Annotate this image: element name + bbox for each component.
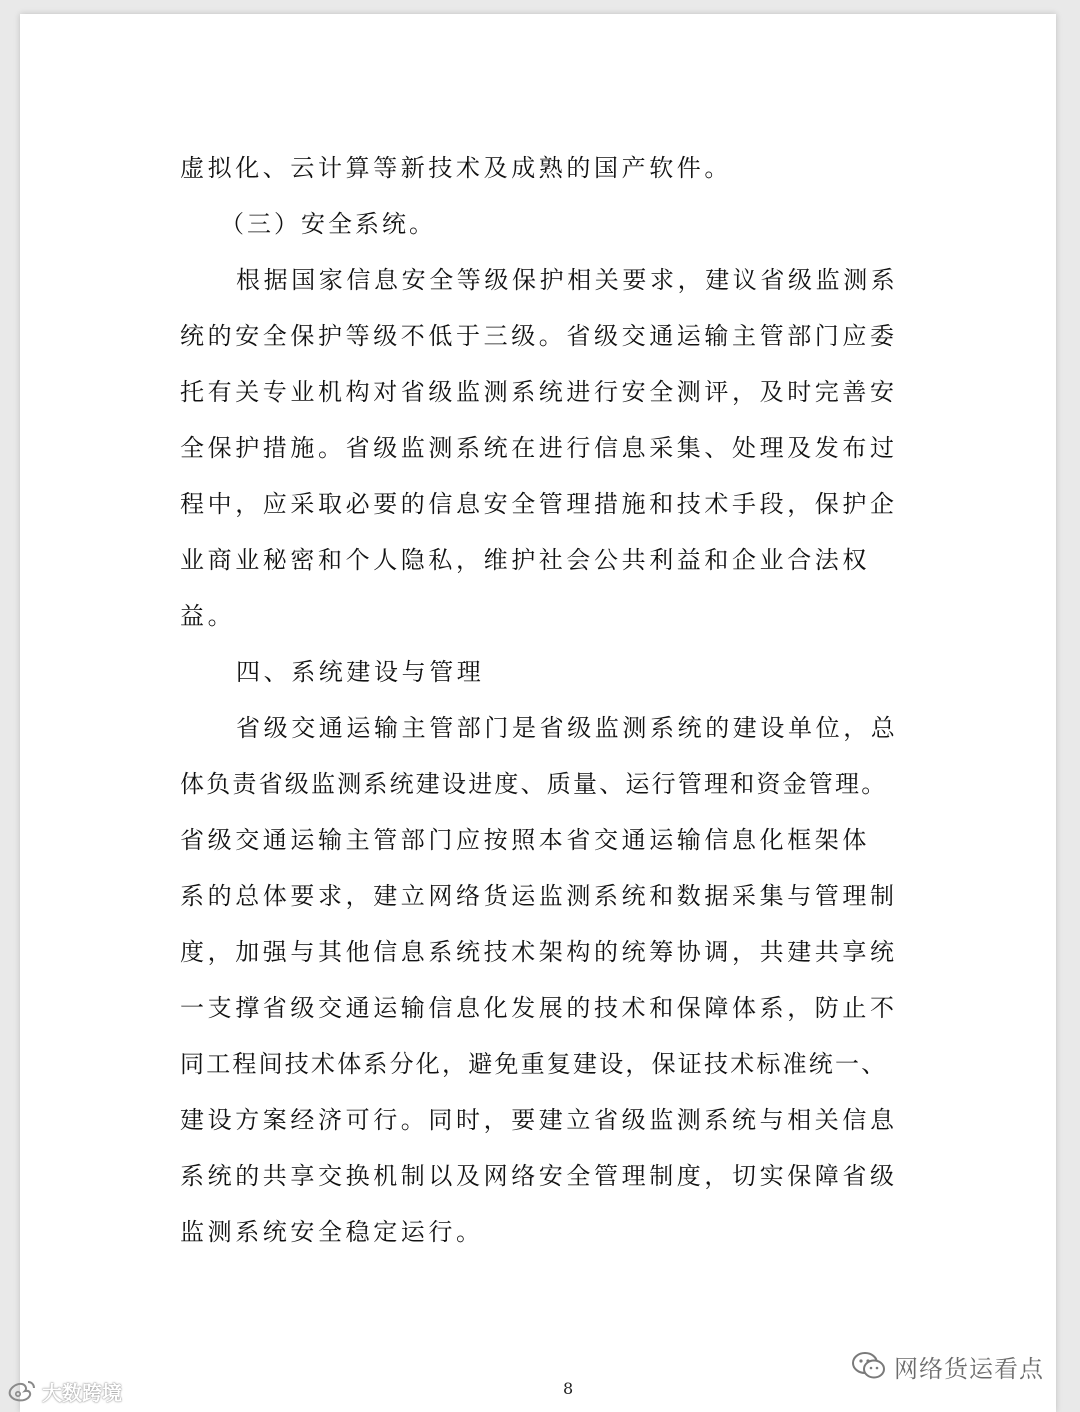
text-line: 程中，应采取必要的信息安全管理措施和技术手段，保护企 [180,490,898,518]
text-line: 系的总体要求，建立网络货运监测系统和数据采集与管理制 [180,882,898,910]
document-body [180,140,910,1260]
text-line: 体负责省级监测系统建设进度、质量、运行管理和资金管理。 [180,770,888,798]
text-line: 省级交通运输主管部门应按照本省交通运输信息化框架体 [180,826,870,854]
text-line: 统的安全保护等级不低于三级。省级交通运输主管部门应委 [180,322,898,350]
weibo-watermark [6,1376,122,1406]
text-line: 一支撑省级交通运输信息化发展的技术和保障体系，防止不 [180,994,898,1022]
wechat-account-name: 网络货运看点 [894,1354,1044,1383]
text-line: 虚拟化、云计算等新技术及成熟的国产软件。 [180,154,732,182]
text-line: 监测系统安全稳定运行。 [180,1218,484,1246]
chapter-heading: 四、系统建设与管理 [236,658,485,686]
wechat-icon [852,1351,886,1381]
paragraph-first-line: 根据国家信息安全等级保护相关要求，建议省级监测系 [236,266,899,294]
document-page [20,14,1056,1412]
text-line: 业商业秘密和个人隐私，维护社会公共利益和企业合法权 [180,546,870,574]
text-line: 益。 [180,602,236,630]
text-line: 同工程间技术体系分化，避免重复建设，保证技术标准统一、 [180,1050,888,1078]
weibo-icon [6,1379,36,1403]
text-line: 系统的共享交换机制以及网络安全管理制度，切实保障省级 [180,1162,898,1190]
text-line: 全保护措施。省级监测系统在进行信息采集、处理及发布过 [180,434,898,462]
text-line: 度，加强与其他信息系统技术架构的统筹协调，共建共享统 [180,938,898,966]
section-heading: （三）安全系统。 [220,210,436,238]
page-number: 8 [563,1379,574,1398]
text-line: 建设方案经济可行。同时，要建立省级监测系统与相关信息 [180,1106,898,1134]
text-line: 托有关专业机构对省级监测系统进行安全测评，及时完善安 [180,378,898,406]
wechat-watermark [852,1346,1044,1386]
weibo-account-name: 大数跨境 [42,1380,122,1405]
paragraph-first-line: 省级交通运输主管部门是省级监测系统的建设单位，总 [236,714,899,742]
